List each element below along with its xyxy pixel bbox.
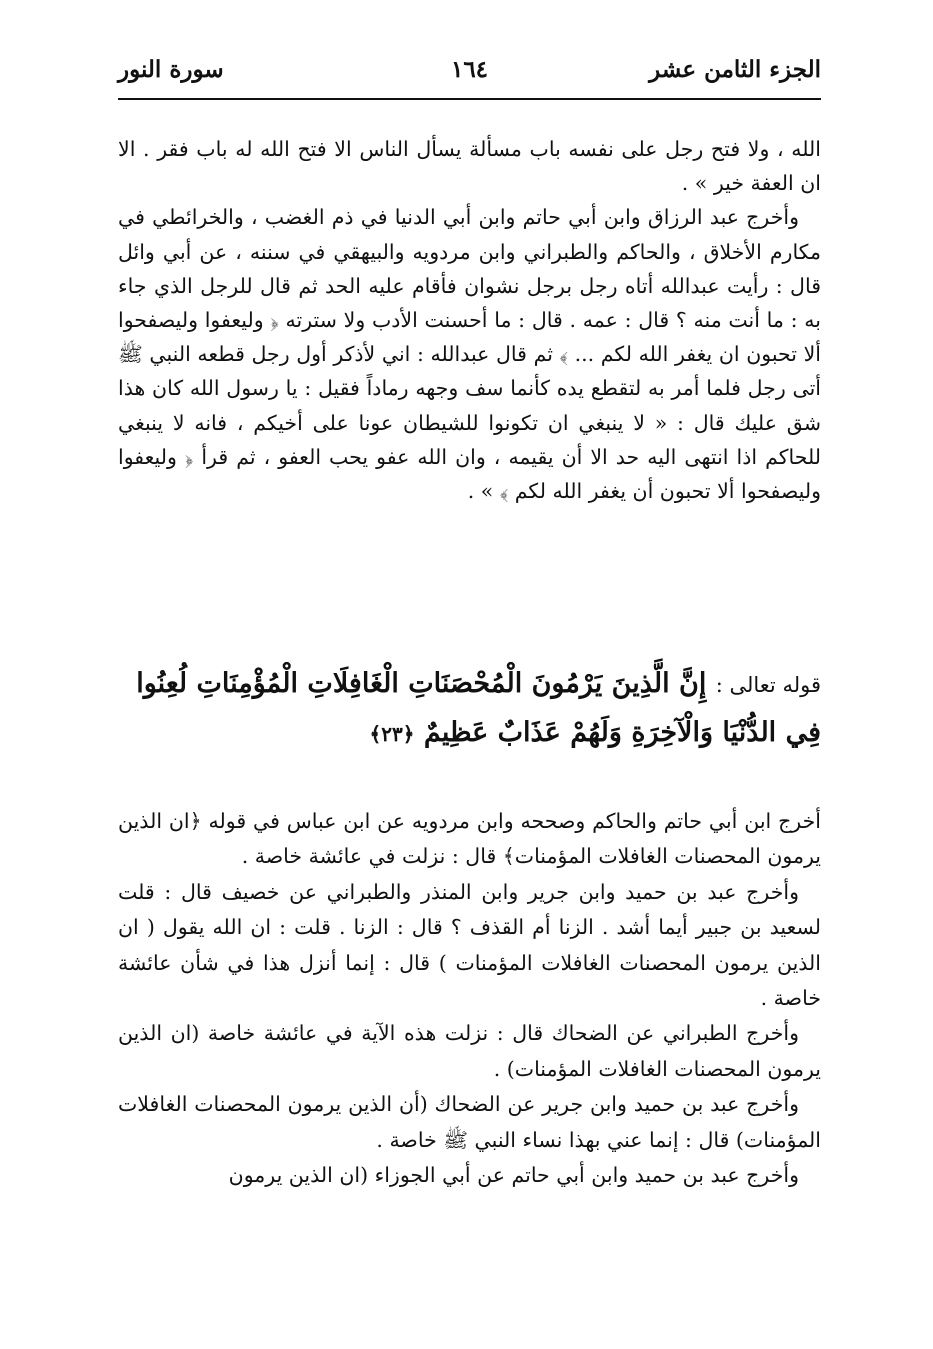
text-block-bottom: [118, 804, 821, 1193]
paragraph-abu-al-jawza: وأخرج عبد بن حميد وابن أبي حاتم عن أبي الجوزاء (ان الذين يرمون: [228, 1163, 799, 1188]
paragraph-ibn-abbas: أخرج ابن أبي حاتم والحاكم وصححه وابن مردويه عن ابن عباس في قوله ﴿ان الذين يرمون المحصنات الغافلات المؤمنات﴾ قال : نزلت في عائشة خاصة .: [118, 809, 821, 869]
verse-intro: قوله تعالى :: [715, 673, 821, 697]
part-title: الجزء الثامن عشر: [649, 56, 821, 83]
paragraph-khusaif: وأخرج عبد بن حميد وابن جرير وابن المنذر والطبراني عن خصيف قال : قلت لسعيد بن جبير أيما أشد . الزنا أم القذف ؟ قال : الزنا . قلت : ان الله يقول ( ان الذين يرمون المحصنات الغافلات المؤمنات ) قال : إنما أنزل هذا في شأن عائشة خاصة .: [118, 879, 821, 1011]
page-header: [118, 48, 821, 92]
verse-number-marker: ﴿٢٣﴾: [369, 722, 415, 746]
paragraph-continued: الله ، ولا فتح رجل على نفسه باب مسألة يسأل الناس الا فتح الله له باب فقر . الا ان العفة خير » .: [118, 137, 821, 196]
quran-verse-heading: [118, 660, 821, 758]
surah-title: سورة النور: [118, 56, 224, 83]
book-page: [118, 48, 821, 1278]
page-number: ١٦٤: [450, 56, 489, 83]
paragraph-ibn-jarir-dahhak: وأخرج عبد بن حميد وابن جرير عن الضحاك (أن الذين يرمون المحصنات الغافلات المؤمنات) قال : إنما عني بهذا نساء النبي ﷺ خاصة .: [118, 1092, 821, 1152]
text-block-top: [118, 132, 821, 508]
paragraph-tabarani-dahhak: وأخرج الطبراني عن الضحاك قال : نزلت هذه الآية في عائشة خاصة (ان الذين يرمون المحصنات الغافلات المؤمنات) .: [118, 1021, 821, 1081]
header-divider: [118, 98, 821, 100]
paragraph-abu-wail-narration: وأخرج عبد الرزاق وابن أبي حاتم وابن أبي الدنيا في ذم الغضب ، والخرائطي في مكارم الأخلاق ، والحاكم والطبراني وابن مردويه والبيهقي في سننه ، عن أبي وائل قال : رأيت عبدالله أتاه رجل برجل نشوان فأقام عليه الحد ثم قال للرجل الذي جاء به : ما أنت منه ؟ قال : عمه . قال : ما أحسنت الأدب ولا سترته ﴿ وليعفوا وليصفحوا ألا تحبون ان يغفر الله لكم ... ﴾ ثم قال عبدالله : اني لأذكر أول رجل قطعه النبي ﷺ أتى رجل فلما أمر به لتقطع يده كأنما سف وجهه رماداً فقيل : يا رسول الله كان هذا شق عليك قال : « لا ينبغي ان تكونوا للشيطان عونا على أخيكم ، فانه لا ينبغي للحاكم اذا انتهى اليه حد الا أن يقيمه ، وان الله عفو يحب العفو ، ثم قرأ ﴿ وليعفوا وليصفحوا ألا تحبون أن يغفر الله لكم ﴾ » .: [118, 205, 821, 504]
verse-text: إِنَّ الَّذِينَ يَرْمُونَ الْمُحْصَنَاتِ الْغَافِلَاتِ الْمُؤْمِنَاتِ لُعِنُوا فِي الدُّنْيَا وَالْآخِرَةِ وَلَهُمْ عَذَابٌ عَظِيمٌ: [136, 668, 821, 748]
